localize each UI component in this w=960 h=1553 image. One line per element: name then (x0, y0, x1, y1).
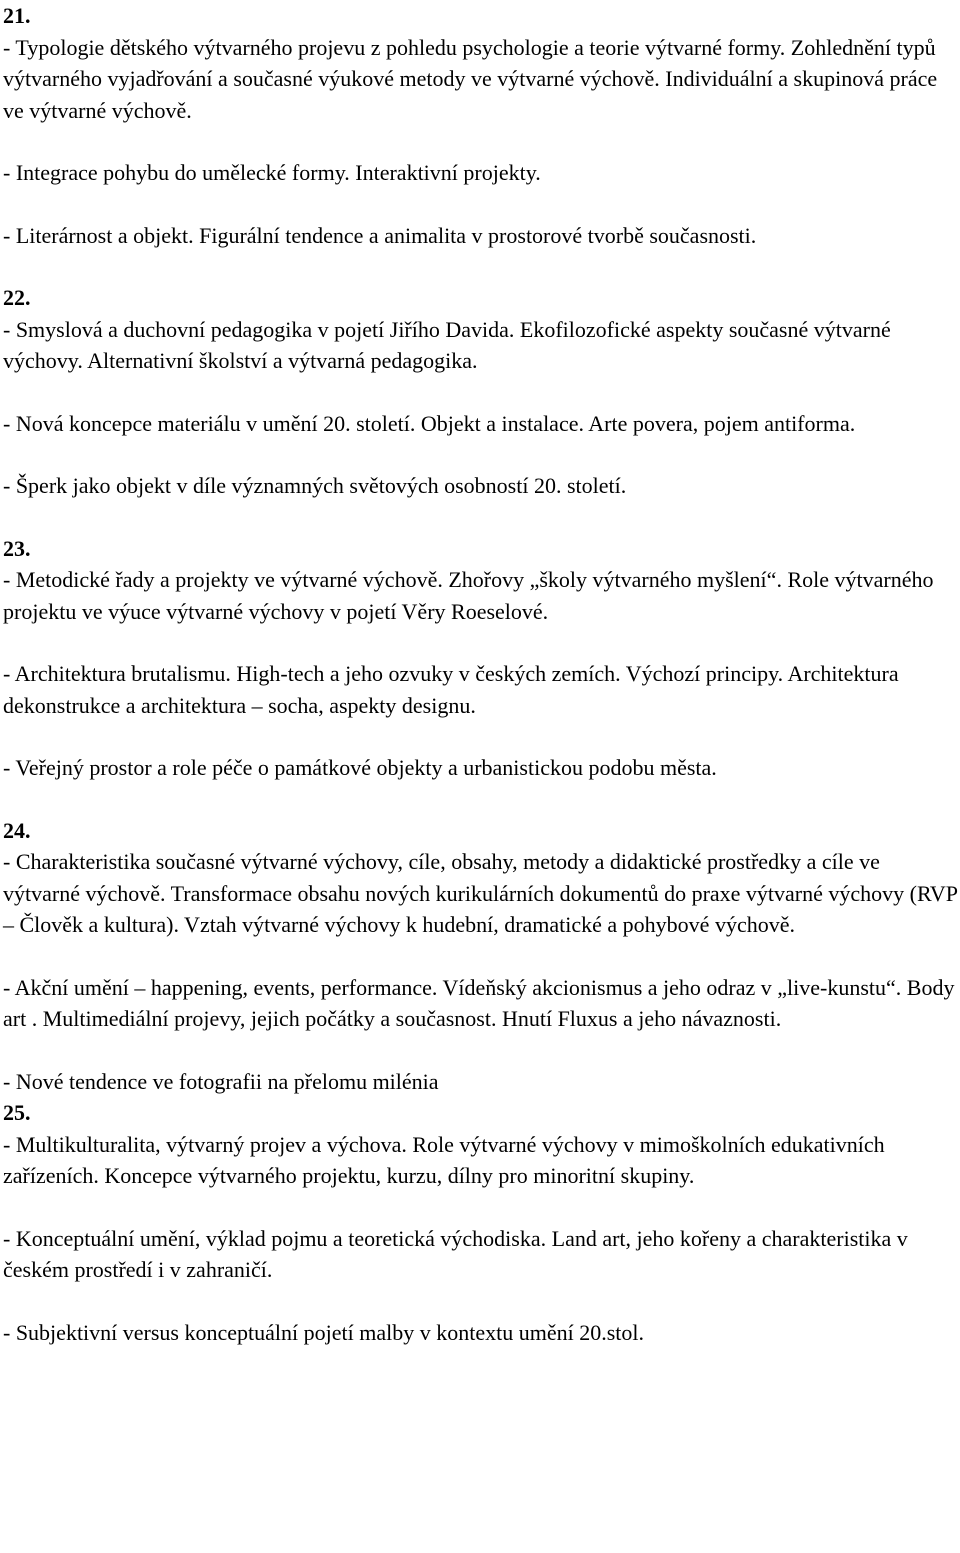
document-body (3, 0, 958, 1348)
section-number: 23. (3, 535, 31, 561)
section-paragraph: - Konceptuální umění, výklad pojmu a teoretická východiska. Land art, jeho kořeny a charakteristika v českém prostředí i v zahraničí. (3, 1225, 908, 1282)
section-paragraph: - Multikulturalita, výtvarný projev a výchova. Role výtvarné výchovy v mimoškolních edukativních zařízeních. Koncepce výtvarného projektu, kurzu, dílny pro minoritní skupiny. (3, 1131, 885, 1188)
section-number: 22. (3, 285, 31, 310)
section-number: 21. (3, 3, 31, 28)
section-25 (3, 1097, 958, 1348)
section-paragraph: - Akční umění – happening, events, performance. Vídeňský akcionismus a jeho odraz v „live-kunstu“. Body art . Multimediální projevy, jejich počátky a současnost. Hnutí Fluxus a jeho návaznosti. (3, 974, 955, 1031)
section-paragraph: - Smyslová a duchovní pedagogika v pojetí Jiřího Davida. Ekofilozofické aspekty současné výtvarné výchovy. Alternativní školství a výtvarná pedagogika. (3, 316, 891, 373)
section-paragraph: - Charakteristika současné výtvarné výchovy, cíle, obsahy, metody a didaktické prostředky a cíle ve výtvarné výchově. Transformace obsahu nových kurikulárních dokumentů do praxe výtvarné výchovy (RVP – Člověk a kultura). Vztah výtvarné výchovy k hudební, dramatické a pohybové výchově. (3, 849, 958, 937)
section-24 (3, 815, 958, 1098)
section-paragraph: - Metodické řady a projekty ve výtvarné výchově. Zhořovy „školy výtvarného myšlení“. Role výtvarného projektu ve výuce výtvarné výchovy v pojetí Věry Roeselové. (3, 567, 934, 624)
section-23 (3, 533, 958, 784)
section-paragraph: - Šperk jako objekt v díle významných světových osobností 20. století. (3, 473, 627, 498)
section-paragraph: - Nové tendence ve fotografii na přelomu milénia (3, 1068, 439, 1094)
section-paragraph: - Veřejný prostor a role péče o památkové objekty a urbanistickou podobu města. (3, 755, 717, 780)
section-21 (3, 0, 958, 251)
section-paragraph: - Nová koncepce materiálu v umění 20. století. Objekt a instalace. Arte povera, pojem antiforma. (3, 410, 856, 436)
section-paragraph: - Typologie dětského výtvarného projevu z pohledu psychologie a teorie výtvarné formy. Zohlednění typů výtvarného vyjadřování a současné výukové metody ve výtvarné výchově. Individuální a skupinová práce ve výtvarné výchově. (3, 34, 938, 123)
section-paragraph: - Integrace pohybu do umělecké formy. Interaktivní projekty. (3, 160, 541, 185)
section-number: 25. (3, 1100, 31, 1125)
section-number: 24. (3, 817, 31, 843)
section-paragraph: - Literárnost a objekt. Figurální tendence a animalita v prostorové tvorbě současnosti. (3, 222, 757, 248)
section-paragraph: - Subjektivní versus konceptuální pojetí malby v kontextu umění 20.stol. (3, 1319, 644, 1345)
section-paragraph: - Architektura brutalismu. High-tech a jeho ozvuky v českých zemích. Výchozí principy. Architektura dekonstrukce a architektura – socha, aspekty designu. (3, 661, 899, 718)
section-22 (3, 282, 958, 502)
